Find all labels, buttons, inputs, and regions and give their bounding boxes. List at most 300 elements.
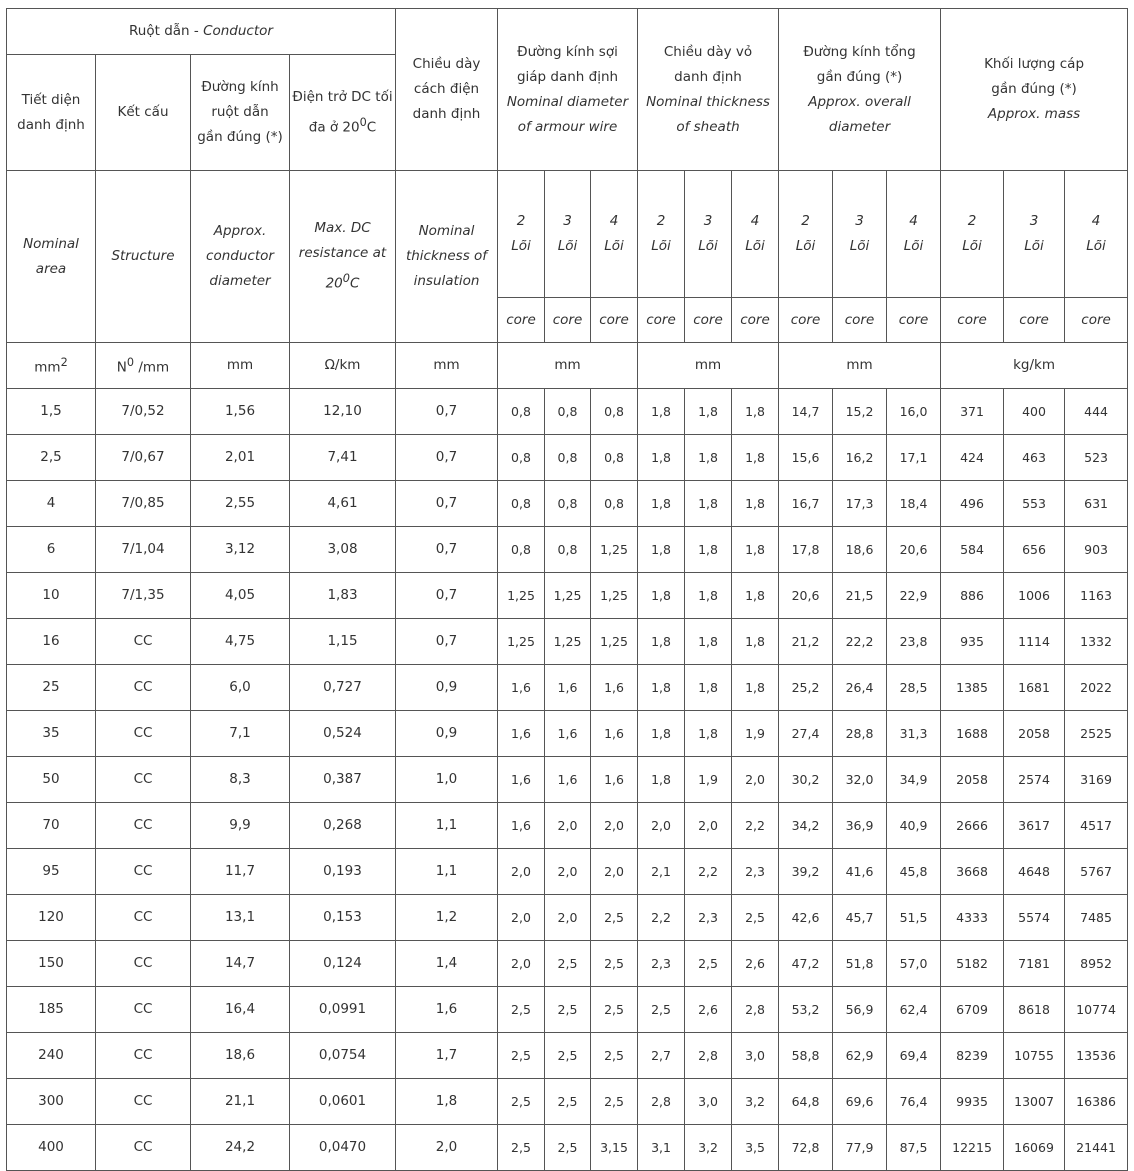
table-cell: 2,5	[7, 435, 96, 481]
table-cell: 1,6	[545, 711, 591, 757]
table-cell: 2,3	[732, 849, 779, 895]
table-cell: 17,3	[833, 481, 887, 527]
table-cell: 2,0	[498, 941, 545, 987]
table-cell: 13007	[1004, 1079, 1065, 1125]
table-cell: 1,0	[396, 757, 498, 803]
table-cell: 4,75	[191, 619, 290, 665]
table-cell: 2,5	[591, 987, 638, 1033]
table-cell: 2,5	[545, 941, 591, 987]
table-cell: 2,5	[545, 987, 591, 1033]
table-cell: 1,6	[498, 803, 545, 849]
table-cell: 39,2	[779, 849, 833, 895]
table-cell: 30,2	[779, 757, 833, 803]
table-cell: 35	[7, 711, 96, 757]
table-cell: 1,15	[290, 619, 396, 665]
table-cell: 0,8	[545, 389, 591, 435]
table-cell: 27,4	[779, 711, 833, 757]
table-cell: 2,2	[685, 849, 732, 895]
core-label: core	[1004, 298, 1065, 343]
table-cell: 2,8	[638, 1079, 685, 1125]
table-cell: 10	[7, 573, 96, 619]
table-cell: 15,6	[779, 435, 833, 481]
table-cell: 2,7	[638, 1033, 685, 1079]
table-cell: 5767	[1065, 849, 1128, 895]
table-cell: 3668	[941, 849, 1004, 895]
table-cell: 1114	[1004, 619, 1065, 665]
table-cell: 28,5	[887, 665, 941, 711]
table-cell: 6,0	[191, 665, 290, 711]
table-cell: 47,2	[779, 941, 833, 987]
table-cell: 1,8	[732, 481, 779, 527]
table-cell: CC	[96, 665, 191, 711]
table-cell: 1681	[1004, 665, 1065, 711]
header-resistance-vi: Điện trở DC tối đa ở $20^0C$	[290, 55, 396, 171]
table-cell: 50	[7, 757, 96, 803]
table-cell: 444	[1065, 389, 1128, 435]
table-cell: 0,9	[396, 665, 498, 711]
table-cell: 0,7	[396, 573, 498, 619]
table-cell: 6	[7, 527, 96, 573]
table-row	[7, 527, 1128, 573]
table-cell: 72,8	[779, 1125, 833, 1171]
table-cell: 51,5	[887, 895, 941, 941]
table-cell: 2,0	[545, 895, 591, 941]
header-insulation-thickness-en: Nominal thickness of insulation	[396, 171, 498, 343]
table-cell: 2574	[1004, 757, 1065, 803]
unit-overall: mm	[779, 343, 941, 389]
unit-mass: kg/km	[941, 343, 1128, 389]
table-cell: 45,7	[833, 895, 887, 941]
table-row	[7, 803, 1128, 849]
table-cell: 584	[941, 527, 1004, 573]
table-cell: 0,153	[290, 895, 396, 941]
table-row	[7, 711, 1128, 757]
core-count-header: 3 Lõi	[545, 171, 591, 297]
table-cell: 1,25	[591, 527, 638, 573]
table-cell: 2,8	[685, 1033, 732, 1079]
table-cell: 2058	[941, 757, 1004, 803]
table-cell: 1,6	[591, 711, 638, 757]
table-cell: 76,4	[887, 1079, 941, 1125]
table-cell: 553	[1004, 481, 1065, 527]
table-cell: 22,9	[887, 573, 941, 619]
table-row	[7, 1079, 1128, 1125]
table-cell: 7181	[1004, 941, 1065, 987]
table-cell: 0,8	[498, 527, 545, 573]
table-row	[7, 573, 1128, 619]
table-cell: 300	[7, 1079, 96, 1125]
core-label: core	[685, 298, 732, 343]
core-count-header: 3 Lõi	[1004, 171, 1065, 297]
table-cell: 1,8	[732, 573, 779, 619]
table-cell: CC	[96, 711, 191, 757]
table-cell: 2,0	[732, 757, 779, 803]
table-cell: 2,5	[545, 1033, 591, 1079]
table-cell: 7/1,35	[96, 573, 191, 619]
table-cell: 14,7	[779, 389, 833, 435]
table-row	[7, 619, 1128, 665]
table-cell: 22,2	[833, 619, 887, 665]
table-cell: 4	[7, 481, 96, 527]
table-cell: 3,08	[290, 527, 396, 573]
table-cell: 240	[7, 1033, 96, 1079]
core-label: core	[1065, 298, 1128, 343]
header-structure-en: Structure	[96, 171, 191, 343]
table-cell: CC	[96, 1125, 191, 1171]
table-cell: 1,6	[498, 757, 545, 803]
table-cell: 150	[7, 941, 96, 987]
table-cell: 1,9	[732, 711, 779, 757]
table-cell: 2,5	[498, 987, 545, 1033]
table-cell: 42,6	[779, 895, 833, 941]
table-cell: 7/1,04	[96, 527, 191, 573]
table-cell: 463	[1004, 435, 1065, 481]
table-cell: 8618	[1004, 987, 1065, 1033]
header-area-vi: Tiết diện danh định	[7, 55, 96, 171]
core-label: core	[779, 298, 833, 343]
table-cell: 2,0	[685, 803, 732, 849]
header-resistance-en: Max. DC resistance at $20^0C$	[290, 171, 396, 343]
table-cell: 0,8	[498, 481, 545, 527]
table-cell: 1,8	[638, 527, 685, 573]
table-cell: 62,4	[887, 987, 941, 1033]
table-cell: 0,8	[498, 435, 545, 481]
table-cell: 0,0991	[290, 987, 396, 1033]
table-cell: 32,0	[833, 757, 887, 803]
table-cell: 2,0	[591, 849, 638, 895]
table-cell: 7/0,67	[96, 435, 191, 481]
table-cell: 2,5	[498, 1033, 545, 1079]
table-cell: 40,9	[887, 803, 941, 849]
table-cell: 523	[1065, 435, 1128, 481]
table-cell: 57,0	[887, 941, 941, 987]
table-cell: 1,8	[638, 389, 685, 435]
table-cell: 25,2	[779, 665, 833, 711]
table-cell: 13,1	[191, 895, 290, 941]
table-cell: 1,6	[545, 665, 591, 711]
table-cell: 1,1	[396, 849, 498, 895]
table-cell: CC	[96, 849, 191, 895]
table-cell: 21,2	[779, 619, 833, 665]
table-cell: 0,8	[498, 389, 545, 435]
table-cell: 903	[1065, 527, 1128, 573]
core-count-header: 4 Lõi	[732, 171, 779, 297]
table-cell: 8,3	[191, 757, 290, 803]
table-cell: 16	[7, 619, 96, 665]
table-row	[7, 987, 1128, 1033]
core-count-header: 2 Lõi	[498, 171, 545, 297]
table-cell: 6709	[941, 987, 1004, 1033]
table-cell: 18,6	[191, 1033, 290, 1079]
table-cell: 1385	[941, 665, 1004, 711]
table-cell: 0,8	[591, 435, 638, 481]
table-cell: 2,5	[591, 1033, 638, 1079]
header-armour-wire: Đường kính sợi giáp danh định Nominal diameter of armour wire	[498, 9, 638, 171]
table-cell: 2,1	[638, 849, 685, 895]
table-cell: 1,25	[498, 573, 545, 619]
table-cell: 11,7	[191, 849, 290, 895]
table-cell: 0,727	[290, 665, 396, 711]
table-cell: 1,8	[638, 481, 685, 527]
header-area-en: Nominal area	[7, 171, 96, 343]
table-cell: 2,5	[498, 1079, 545, 1125]
table-cell: 1,5	[7, 389, 96, 435]
table-cell: 1,8	[685, 619, 732, 665]
table-cell: 400	[1004, 389, 1065, 435]
table-cell: 2,55	[191, 481, 290, 527]
table-cell: 26,4	[833, 665, 887, 711]
table-cell: 0,387	[290, 757, 396, 803]
core-label: core	[498, 298, 545, 343]
table-cell: 400	[7, 1125, 96, 1171]
table-cell: 0,524	[290, 711, 396, 757]
table-cell: 10755	[1004, 1033, 1065, 1079]
core-count-header: 3 Lõi	[833, 171, 887, 297]
table-cell: 1,6	[591, 665, 638, 711]
table-cell: 0,8	[545, 527, 591, 573]
table-row	[7, 895, 1128, 941]
table-cell: 1,8	[732, 389, 779, 435]
table-cell: 15,2	[833, 389, 887, 435]
table-cell: 77,9	[833, 1125, 887, 1171]
table-cell: 9,9	[191, 803, 290, 849]
table-cell: 1,8	[685, 711, 732, 757]
table-row	[7, 665, 1128, 711]
table-cell: 34,2	[779, 803, 833, 849]
core-count-header: 4 Lõi	[1065, 171, 1128, 297]
table-cell: 1,8	[638, 573, 685, 619]
core-label: core	[833, 298, 887, 343]
table-cell: 4517	[1065, 803, 1128, 849]
table-cell: 17,1	[887, 435, 941, 481]
table-cell: 3169	[1065, 757, 1128, 803]
table-cell: 3,5	[732, 1125, 779, 1171]
table-cell: 1,8	[685, 665, 732, 711]
core-count-header: 2 Lõi	[638, 171, 685, 297]
table-cell: 1,6	[591, 757, 638, 803]
core-count-header: 2 Lõi	[779, 171, 833, 297]
table-cell: 0,268	[290, 803, 396, 849]
table-row	[7, 941, 1128, 987]
table-cell: 13536	[1065, 1033, 1128, 1079]
table-cell: 496	[941, 481, 1004, 527]
core-label: core	[545, 298, 591, 343]
table-cell: 2,5	[638, 987, 685, 1033]
table-cell: 0,7	[396, 481, 498, 527]
table-cell: 0,8	[545, 435, 591, 481]
core-label: core	[732, 298, 779, 343]
table-cell: 2,0	[591, 803, 638, 849]
table-cell: 1,4	[396, 941, 498, 987]
table-cell: 2,0	[545, 849, 591, 895]
table-cell: 0,7	[396, 527, 498, 573]
table-cell: 1,8	[732, 619, 779, 665]
core-label: core	[638, 298, 685, 343]
table-cell: 1,6	[498, 711, 545, 757]
table-cell: 1,8	[685, 389, 732, 435]
table-cell: 16,7	[779, 481, 833, 527]
table-row	[7, 389, 1128, 435]
table-cell: 5182	[941, 941, 1004, 987]
table-cell: 1,1	[396, 803, 498, 849]
table-cell: 12,10	[290, 389, 396, 435]
table-cell: 0,0470	[290, 1125, 396, 1171]
table-cell: 1006	[1004, 573, 1065, 619]
unit-structure: $N^0$ /mm	[96, 343, 191, 389]
table-cell: 0,124	[290, 941, 396, 987]
table-cell: 1,8	[638, 619, 685, 665]
table-cell: 2,5	[591, 895, 638, 941]
header-overall-diameter: Đường kính tổng gần đúng (*) Approx. overall diameter	[779, 9, 941, 171]
table-cell: 1163	[1065, 573, 1128, 619]
table-cell: CC	[96, 757, 191, 803]
table-cell: 2058	[1004, 711, 1065, 757]
table-cell: 2,6	[732, 941, 779, 987]
table-cell: 95	[7, 849, 96, 895]
unit-sheath: mm	[638, 343, 779, 389]
table-cell: 16,4	[191, 987, 290, 1033]
table-cell: 1,8	[638, 665, 685, 711]
table-cell: 7485	[1065, 895, 1128, 941]
table-cell: 14,7	[191, 941, 290, 987]
unit-resistance: Ω/km	[290, 343, 396, 389]
table-cell: 7,1	[191, 711, 290, 757]
table-cell: 56,9	[833, 987, 887, 1033]
core-count-header: 3 Lõi	[685, 171, 732, 297]
unit-area: $mm^2$	[7, 343, 96, 389]
table-cell: 371	[941, 389, 1004, 435]
unit-conductor-diameter: mm	[191, 343, 290, 389]
core-count-header: 2 Lõi	[941, 171, 1004, 297]
table-cell: 4,61	[290, 481, 396, 527]
table-cell: 1332	[1065, 619, 1128, 665]
table-cell: CC	[96, 803, 191, 849]
table-row	[7, 435, 1128, 481]
core-label: core	[591, 298, 638, 343]
table-cell: 2,2	[638, 895, 685, 941]
table-cell: 1,8	[732, 527, 779, 573]
table-cell: 1,8	[638, 435, 685, 481]
table-cell: CC	[96, 1033, 191, 1079]
table-cell: 1,56	[191, 389, 290, 435]
table-cell: 1,2	[396, 895, 498, 941]
core-count-header: 4 Lõi	[887, 171, 941, 297]
unit-armour: mm	[498, 343, 638, 389]
table-cell: 2,0	[498, 849, 545, 895]
table-cell: 2,0	[498, 895, 545, 941]
core-label: core	[941, 298, 1004, 343]
table-cell: 4333	[941, 895, 1004, 941]
table-cell: 1,8	[638, 711, 685, 757]
cable-spec-table	[6, 8, 1128, 1171]
table-row	[7, 757, 1128, 803]
table-cell: 53,2	[779, 987, 833, 1033]
table-cell: CC	[96, 619, 191, 665]
table-cell: 2525	[1065, 711, 1128, 757]
table-cell: 2,0	[396, 1125, 498, 1171]
table-cell: 12215	[941, 1125, 1004, 1171]
table-cell: 1,25	[498, 619, 545, 665]
table-cell: 7,41	[290, 435, 396, 481]
table-cell: 58,8	[779, 1033, 833, 1079]
table-cell: 0,8	[545, 481, 591, 527]
table-cell: 69,4	[887, 1033, 941, 1079]
table-cell: 9935	[941, 1079, 1004, 1125]
table-cell: 1,8	[732, 665, 779, 711]
table-cell: 2,2	[732, 803, 779, 849]
table-cell: 2,5	[591, 941, 638, 987]
table-cell: 3,2	[685, 1125, 732, 1171]
table-cell: 62,9	[833, 1033, 887, 1079]
table-cell: CC	[96, 987, 191, 1033]
table-cell: 935	[941, 619, 1004, 665]
header-structure-vi: Kết cấu	[96, 55, 191, 171]
table-cell: CC	[96, 895, 191, 941]
table-cell: 8952	[1065, 941, 1128, 987]
table-cell: 18,6	[833, 527, 887, 573]
table-cell: 2,5	[545, 1079, 591, 1125]
table-cell: 2,6	[685, 987, 732, 1033]
table-cell: 1688	[941, 711, 1004, 757]
header-sheath-thickness: Chiều dày vỏ danh định Nominal thickness of sheath	[638, 9, 779, 171]
table-cell: 886	[941, 573, 1004, 619]
table-cell: 3,12	[191, 527, 290, 573]
table-cell: 34,9	[887, 757, 941, 803]
table-cell: 2,5	[591, 1079, 638, 1125]
table-cell: 0,8	[591, 481, 638, 527]
table-cell: 7/0,52	[96, 389, 191, 435]
table-cell: 16,0	[887, 389, 941, 435]
table-cell: 1,8	[685, 527, 732, 573]
table-cell: 185	[7, 987, 96, 1033]
table-cell: 0,9	[396, 711, 498, 757]
table-row	[7, 1125, 1128, 1171]
core-count-header: 4 Lõi	[591, 171, 638, 297]
table-cell: 5574	[1004, 895, 1065, 941]
table-cell: 1,25	[545, 573, 591, 619]
table-cell: 20,6	[887, 527, 941, 573]
table-row	[7, 849, 1128, 895]
table-cell: 2,0	[638, 803, 685, 849]
table-cell: 16386	[1065, 1079, 1128, 1125]
table-cell: 120	[7, 895, 96, 941]
table-cell: 1,9	[685, 757, 732, 803]
table-cell: 24,2	[191, 1125, 290, 1171]
header-conductor: Ruột dẫn - Conductor	[7, 9, 396, 55]
table-cell: 2,8	[732, 987, 779, 1033]
table-cell: 1,8	[685, 573, 732, 619]
table-cell: 8239	[941, 1033, 1004, 1079]
table-cell: 1,8	[732, 435, 779, 481]
table-cell: 424	[941, 435, 1004, 481]
table-cell: 3617	[1004, 803, 1065, 849]
table-cell: 3,0	[685, 1079, 732, 1125]
table-cell: 70	[7, 803, 96, 849]
table-cell: 51,8	[833, 941, 887, 987]
table-cell: 2,5	[732, 895, 779, 941]
table-cell: 25	[7, 665, 96, 711]
table-cell: 16069	[1004, 1125, 1065, 1171]
table-cell: 2,5	[498, 1125, 545, 1171]
table-cell: 1,6	[396, 987, 498, 1033]
table-cell: 3,2	[732, 1079, 779, 1125]
table-cell: 4,05	[191, 573, 290, 619]
table-cell: 1,8	[685, 435, 732, 481]
table-cell: CC	[96, 941, 191, 987]
table-cell: 3,1	[638, 1125, 685, 1171]
table-cell: 0,0754	[290, 1033, 396, 1079]
table-cell: 45,8	[887, 849, 941, 895]
